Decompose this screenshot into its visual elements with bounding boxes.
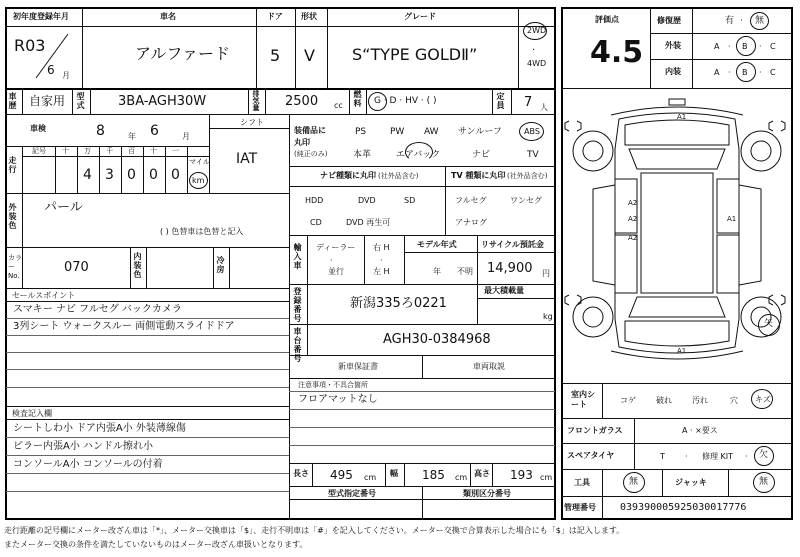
selling-point-line-2: 3列シート ウォークスルー 両側電動スライドドア <box>13 321 235 332</box>
interior-a: A <box>714 68 720 77</box>
mileage-label: 走行 <box>8 156 17 174</box>
interior-c: C <box>770 68 776 77</box>
equip-ps: PS <box>355 127 367 137</box>
fuel-label: 燃料 <box>353 90 362 108</box>
first-reg-label: 初年度登録年月 <box>13 12 69 21</box>
mileage-header-hyaku: 百 <box>128 147 135 155</box>
model-year-label: モデル年式 <box>417 240 457 249</box>
inspector-line-1: シートしわ小 ドア内張A小 外装薄線傷 <box>13 423 186 434</box>
equip-abs: ABS <box>524 127 540 136</box>
equip-tv: TV <box>527 150 539 160</box>
management-value: 039390005925030017776 <box>620 502 747 513</box>
equip-pw: PW <box>390 127 405 137</box>
equip-leather: 本革 <box>353 150 372 160</box>
footer-line-1: 走行距離の記号欄にメーター改ざん車は「*」、メーター交換車は「$」、走行不明車は「#」を記入してください。メーター交換で合算表示した場合にも「$」は記入します。 <box>4 526 625 535</box>
color-code-value: 070 <box>64 260 89 275</box>
color-value: パール <box>44 200 83 215</box>
interior-dot-1: · <box>728 68 731 77</box>
recycle-unit: 円 <box>542 269 550 278</box>
sheet-tear: 破れ <box>656 396 672 405</box>
inspection-month: 6 <box>150 123 159 139</box>
cc-unit: cc <box>334 101 343 110</box>
navi-dvd-playable: DVD 再生可 <box>346 218 391 227</box>
inspection-year-unit: 年 <box>128 132 136 141</box>
width-value: 185 <box>422 468 445 482</box>
mileage-header-ichi: 一 <box>172 147 179 155</box>
spare-kit: 修理 KIT <box>702 452 734 461</box>
length-unit: cm <box>364 473 377 482</box>
navi-hdd: HDD <box>305 196 324 205</box>
glass-value: A · ×要ス <box>682 426 718 435</box>
inspector-line-2: ピラー内張A小 ハンドル擦れ小 <box>13 441 154 452</box>
model-label: 型式 <box>76 92 85 110</box>
score-label: 評価点 <box>595 15 619 24</box>
grade-value: S“TYPE GOLDⅡ” <box>352 45 478 64</box>
model-designation-label: 型式指定番号 <box>328 489 376 498</box>
interior-label: 内装 <box>665 67 681 76</box>
repair-none: 無 <box>755 16 765 26</box>
inspector-line-3: コンソールA小 コンソールの付着 <box>13 459 163 470</box>
jack-value: 無 <box>759 477 769 487</box>
model-value: 3BA-AGH30W <box>118 94 207 109</box>
footer-line-2: またメーター交換の条件を満たしていないものはメーター改ざん車扱いとなります。 <box>4 540 308 549</box>
interior-b: B <box>742 68 748 77</box>
inspection-month-unit: 月 <box>182 132 190 141</box>
mileage-digit-1: 4 <box>83 167 92 183</box>
drive-dot: · <box>532 45 536 56</box>
equipment-label-1: 装備品に <box>294 126 326 135</box>
chassis-value: AGH30-0384968 <box>383 332 491 347</box>
color-code-label: カラーNo. <box>8 254 22 281</box>
navi-sub: (社外品含む) <box>378 172 419 180</box>
manual-label: 車両取説 <box>473 362 505 371</box>
shift-label: シフト <box>240 118 264 127</box>
mileage-digit-3: 0 <box>127 167 136 183</box>
fuel-options: G · D · HV · ( ) <box>374 96 437 106</box>
import-dot-1: · <box>330 256 333 265</box>
exterior-label: 外装 <box>665 41 681 50</box>
km-unit: km <box>192 176 205 185</box>
equip-navi: ナビ <box>472 150 491 160</box>
drive-4wd: 4WD <box>527 59 547 68</box>
equip-aw: AW <box>424 127 439 137</box>
repair-yes: 有 <box>725 16 735 26</box>
shape-label: 形状 <box>301 12 317 21</box>
exterior-a: A <box>714 42 720 51</box>
tv-fullseg: フルセグ <box>455 196 487 205</box>
chassis-label: 車台番号 <box>293 327 302 363</box>
interior-dot-2: · <box>759 68 762 77</box>
notes-value: フロアマットなし <box>298 394 378 405</box>
color-note: ( ) 色替車は色替と記入 <box>160 227 244 236</box>
car-diagram <box>563 89 791 377</box>
registration-value: 新潟335ろ0221 <box>350 296 447 311</box>
sheet-dirt: 汚れ <box>692 396 708 405</box>
equipment-label-3: (純正のみ) <box>294 150 328 158</box>
diagram-mark-a1-rear: A1 <box>677 347 687 355</box>
diagram-mark-a2-rear: A2 <box>628 234 638 242</box>
mileage-digit-5: 0 <box>171 167 180 183</box>
jack-label: ジャッキ <box>675 478 707 487</box>
new-car-warranty-label: 新車保証書 <box>338 362 378 371</box>
mileage-header-mile: マイル <box>189 158 210 166</box>
repair-label: 修復歴 <box>657 16 681 25</box>
tools-value: 無 <box>629 477 639 487</box>
sheet-hole: 穴 <box>730 396 738 405</box>
first-reg-month: 6 <box>47 63 55 77</box>
tv-label: TV 種類に丸印 <box>451 171 506 180</box>
navi-cd: CD <box>310 218 322 227</box>
color-label: 外装色 <box>8 203 17 230</box>
car-name: アルファード <box>135 44 231 63</box>
selling-point-line-1: スマキー ナビ フルセグ バックカメラ <box>13 304 182 315</box>
door-label: ドア <box>267 12 283 21</box>
sheet-scratch: キズ <box>755 395 771 404</box>
spare-t: T <box>660 452 665 461</box>
score-value: 4.5 <box>590 35 644 70</box>
month-unit: 月 <box>62 71 70 80</box>
selling-points-label: セールスポイント <box>12 291 76 300</box>
mileage-header-man: 万 <box>84 147 91 155</box>
diagram-mark-a1-right: A1 <box>727 215 737 223</box>
name-label: 車名 <box>160 12 176 21</box>
exterior-c: C <box>770 42 776 51</box>
navi-label: ナビ種類に丸印 <box>320 171 376 180</box>
exterior-dot-2: · <box>759 42 762 51</box>
spare-dot: · <box>685 452 688 461</box>
tv-sub: (社外品含む) <box>507 172 548 180</box>
spare-label: スペアタイヤ <box>567 451 615 460</box>
height-value: 193 <box>510 468 533 482</box>
glass-label: フロントガラス <box>567 426 623 435</box>
shift-value: IAT <box>236 151 258 167</box>
equip-sunroof: サンルーフ <box>458 127 502 137</box>
height-unit: cm <box>540 473 553 482</box>
navi-dvd: DVD <box>358 196 376 205</box>
import-right-h: 右 H <box>373 243 390 252</box>
exterior-dot-1: · <box>728 42 731 51</box>
mileage-header-sen: 千 <box>106 147 113 155</box>
door-count: 5 <box>270 46 281 65</box>
diagram-note-mark: 矢 <box>764 319 774 329</box>
kg-unit: kg <box>543 312 553 321</box>
capacity-value: 7 <box>524 95 533 110</box>
recycle-value: 14,900 <box>487 261 533 276</box>
mileage-header-symbol: 記号 <box>32 147 46 155</box>
exterior-b: B <box>742 42 748 51</box>
import-left-h: 左 H <box>373 267 390 276</box>
sheet-burn: コゲ <box>620 396 636 405</box>
inspector-label: 検査記入欄 <box>12 409 52 418</box>
displacement-label: 排気量 <box>252 90 260 111</box>
cooler-label: 冷房 <box>216 256 225 274</box>
navi-sd: SD <box>404 196 416 205</box>
usage-value: 自家用 <box>29 94 66 108</box>
displacement-value: 2500 <box>285 94 319 109</box>
import-dealer: ディーラー <box>316 243 356 252</box>
management-label: 管理番号 <box>564 503 596 512</box>
spare-none: 欠 <box>759 450 769 460</box>
tools-label: 工具 <box>574 478 590 487</box>
diagram-mark-a2-side: A2 <box>628 215 638 223</box>
equip-airbag: エアバック <box>396 150 441 160</box>
shape-value: V <box>304 46 315 65</box>
model-year-value: 不明 <box>457 267 473 276</box>
notes-label: 注意事項・不具合箇所 <box>298 381 368 389</box>
first-reg-era: R03 <box>14 36 46 55</box>
mileage-digit-4: 0 <box>149 167 158 183</box>
width-label: 幅 <box>390 469 398 478</box>
width-unit: cm <box>455 473 468 482</box>
repair-dot: · <box>740 16 743 26</box>
interior-color-label: 内装色 <box>133 252 142 279</box>
import-dot-2: · <box>380 256 383 265</box>
mileage-header-ten-man: 十 <box>62 147 69 155</box>
capacity-unit: 人 <box>540 103 548 112</box>
inspection-label: 車検 <box>30 124 46 133</box>
inspection-year: 8 <box>96 123 105 139</box>
capacity-label: 定員 <box>496 92 505 110</box>
model-year-unit: 年 <box>433 267 441 276</box>
mileage-digit-2: 3 <box>105 167 114 183</box>
mileage-header-juu: 十 <box>150 147 157 155</box>
equipment-label-2: 丸印 <box>294 138 310 147</box>
class-number-label: 類別区分番号 <box>463 489 511 498</box>
diagram-mark-a2-left: A2 <box>628 199 638 207</box>
tv-analog: アナログ <box>455 218 487 227</box>
length-label: 長さ <box>293 469 309 478</box>
height-label: 高さ <box>474 469 490 478</box>
import-label: 輸入車 <box>293 243 302 270</box>
usage-label: 車歴 <box>8 92 17 110</box>
interior-sheet-label: 室内シート <box>571 390 595 410</box>
spare-dot-2: · <box>745 452 748 461</box>
length-value: 495 <box>330 468 353 482</box>
tv-oneseg: ワンセグ <box>510 196 542 205</box>
registration-label: 登録番号 <box>293 287 302 323</box>
drive-2wd: 2WD <box>527 26 547 35</box>
grade-label: グレード <box>404 12 436 21</box>
import-parallel: 並行 <box>328 267 344 276</box>
diagram-mark-a1-front: A1 <box>677 113 687 121</box>
max-load-label: 最大積載量 <box>484 286 524 295</box>
recycle-label: リサイクル預託金 <box>481 240 544 249</box>
